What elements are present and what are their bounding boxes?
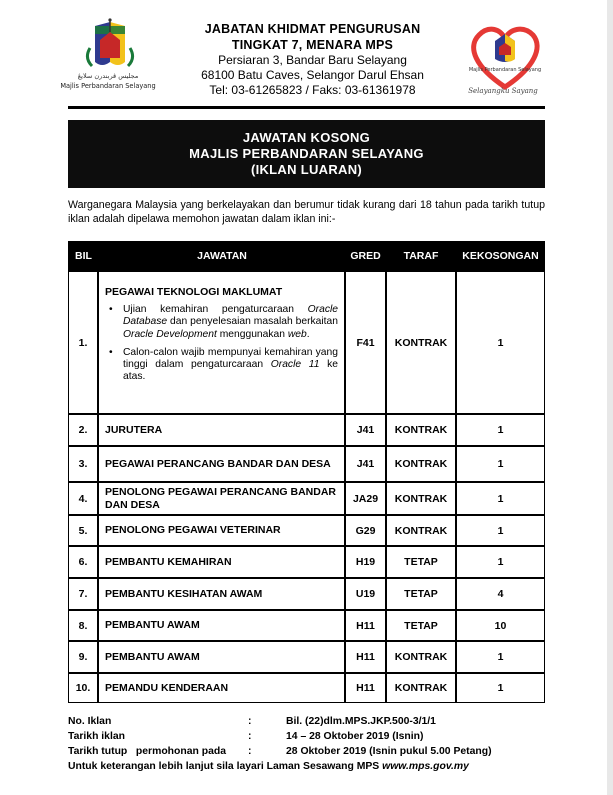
table-row-2-taraf: KONTRAK — [387, 415, 455, 445]
header-jawatan: JAWATAN — [197, 250, 247, 262]
table-row-6-gred: H19 — [346, 547, 385, 577]
address-1: Persiaran 3, Bandar Baru Selayang — [218, 53, 407, 67]
closing-date-colon: : — [248, 746, 252, 757]
table-row-2-bil: 2. — [69, 415, 97, 445]
ad-number-value: Bil. (22)dlm.MPS.JKP.500-3/1/1 — [286, 716, 436, 727]
table-row-2-kekosongan: 1 — [457, 415, 544, 445]
table-header — [68, 241, 545, 271]
table-row-9-taraf: KONTRAK — [387, 642, 455, 672]
org-name-2: TINGKAT 7, MENARA MPS — [231, 38, 394, 52]
table-row-1-jawatan — [99, 272, 344, 413]
contact-numbers: Tel: 03-61265823 / Faks: 03-61361978 — [209, 83, 416, 97]
intro-paragraph: Warganegara Malaysia yang berkelayakan dan berumur tidak kurang dari 18 tahun pada tarikh tutup iklan adalah dipelawa memohon jawatan dalam iklan ini:- — [68, 199, 545, 225]
table-row-10-bil: 10. — [69, 674, 97, 702]
ad-date-row — [68, 729, 548, 744]
logo-left-caption: Majlis Perbandaran Selayang — [60, 82, 156, 90]
letterhead — [60, 18, 550, 108]
logo-right-caption: Majlis Perbandaran Selayang — [468, 67, 542, 73]
table-row-8-gred: H11 — [346, 611, 385, 640]
table-row-8-jawatan: PEMBANTU AWAM — [99, 611, 344, 640]
table-row-5-taraf: KONTRAK — [387, 516, 455, 545]
table-row-1-taraf: KONTRAK — [387, 272, 455, 413]
table-row-5-gred: G29 — [346, 516, 385, 545]
table-row-10-kekosongan: 1 — [457, 674, 544, 702]
selayangku-sayang-logo — [465, 21, 545, 99]
title-banner — [68, 120, 545, 188]
table-row-5-kekosongan: 1 — [457, 516, 544, 545]
table-row-3-bil: 3. — [69, 447, 97, 481]
table-row-5-jawatan: PENOLONG PEGAWAI VETERINAR — [99, 516, 344, 545]
table-row-8-taraf: TETAP — [387, 611, 455, 640]
address-2: 68100 Batu Caves, Selangor Darul Ehsan — [201, 68, 424, 82]
table-row-6-bil: 6. — [69, 547, 97, 577]
table-row-7-jawatan: PEMBANTU KESIHATAN AWAM — [99, 579, 344, 609]
organisation-block — [180, 21, 445, 98]
table-row-3-taraf: KONTRAK — [387, 447, 455, 481]
table-row-4-bil: 4. — [69, 483, 97, 514]
table-row-2-jawatan: JURUTERA — [99, 415, 344, 445]
table-row-7-bil: 7. — [69, 579, 97, 609]
table-row-4-gred: JA29 — [346, 483, 385, 514]
table-row-1-kekosongan: 1 — [457, 272, 544, 413]
title-line-3: (IKLAN LUARAN) — [250, 162, 363, 177]
more-info-text: Untuk keterangan lebih lanjut sila layari Laman Sesawang MPS — [68, 761, 383, 772]
title-line-1: JAWATAN KOSONG — [242, 130, 371, 145]
closing-date-label: Tarikh tutup permohonan pada — [68, 746, 226, 757]
ad-date-value: 14 – 28 Oktober 2019 (Isnin) — [286, 731, 424, 742]
table-row-9-jawatan: PEMBANTU AWAM — [99, 642, 344, 672]
ad-number-label: No. Iklan — [68, 716, 112, 727]
table-row-7-gred: U19 — [346, 579, 385, 609]
table-row-3-kekosongan: 1 — [457, 447, 544, 481]
table-row-6-taraf: TETAP — [387, 547, 455, 577]
table-row-8-bil: 8. — [69, 611, 97, 640]
requirement-1: • Ujian kemahiran pengaturcaraan Oracle Database dan penyelesaian masalah berkaitan Oracle Development menggunakan web. — [105, 304, 338, 341]
table-row-3-jawatan: PEGAWAI PERANCANG BANDAR DAN DESA — [99, 447, 344, 481]
table-row-4-kekosongan: 1 — [457, 483, 544, 514]
ad-number-colon: : — [248, 716, 252, 727]
header-gred: GRED — [350, 250, 381, 262]
closing-date-value: 28 Oktober 2019 (Isnin pukul 5.00 Petang) — [286, 746, 492, 757]
table-row-6-jawatan: PEMBANTU KEMAHIRAN — [99, 547, 344, 577]
table-row-9-gred: H11 — [346, 642, 385, 672]
table-row-2-gred: J41 — [346, 415, 385, 445]
table-row-5-bil: 5. — [69, 516, 97, 545]
header-taraf: TARAF — [403, 250, 439, 262]
table-row-7-taraf: TETAP — [387, 579, 455, 609]
table-row-9-bil: 9. — [69, 642, 97, 672]
logo-right-script: Selayangku Sayang — [468, 87, 538, 95]
table-row-1-gred: F41 — [346, 272, 385, 413]
table-row-10-jawatan: PEMANDU KENDERAAN — [99, 674, 344, 702]
ad-details — [68, 714, 548, 774]
table-row-4-taraf: KONTRAK — [387, 483, 455, 514]
job-title-1: PEGAWAI TEKNOLOGI MAKLUMAT — [105, 286, 283, 298]
org-name-1: JABATAN KHIDMAT PENGURUSAN — [204, 22, 421, 36]
website-link[interactable]: www.mps.gov.my — [382, 761, 469, 772]
ad-date-label: Tarikh iklan — [68, 731, 125, 742]
header-divider — [68, 106, 545, 109]
more-info-note — [68, 759, 548, 774]
ad-date-colon: : — [248, 731, 252, 742]
closing-date-row — [68, 744, 548, 759]
svg-text:مجليس ڤربندرن سلايڠ: مجليس ڤربندرن سلايڠ — [77, 72, 139, 80]
table-row-10-gred: H11 — [346, 674, 385, 702]
page-edge — [607, 0, 613, 795]
table-row-6-kekosongan: 1 — [457, 547, 544, 577]
requirement-2: • Calon-calon wajib mempunyai kemahiran yang tinggi dalam pengaturcaraan Oracle 11 ke atas. — [105, 347, 338, 384]
title-line-2: MAJLIS PERBANDARAN SELAYANG — [189, 146, 424, 161]
header-kekosongan: KEKOSONGAN — [462, 250, 539, 262]
vacancy-table — [68, 271, 545, 703]
table-row-9-kekosongan: 1 — [457, 642, 544, 672]
table-row-7-kekosongan: 4 — [457, 579, 544, 609]
table-row-8-kekosongan: 10 — [457, 611, 544, 640]
table-row-10-taraf: KONTRAK — [387, 674, 455, 702]
table-row-3-gred: J41 — [346, 447, 385, 481]
mps-logo-left — [60, 18, 160, 98]
table-row-1-bil: 1. — [69, 272, 97, 413]
header-bil: BIL — [75, 250, 92, 262]
ad-number-row — [68, 714, 548, 729]
table-row-4-jawatan: PENOLONG PEGAWAI PERANCANG BANDAR DAN DESA — [99, 483, 344, 514]
